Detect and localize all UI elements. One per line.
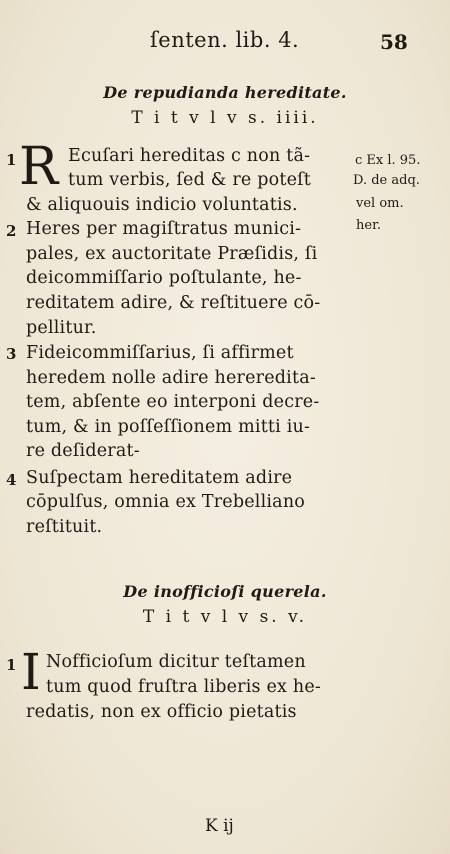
signature-mark: K ij <box>205 816 234 836</box>
text-line: redatis, non ex officio pietatis <box>26 702 297 722</box>
paragraph-number: 2 <box>6 222 17 240</box>
paragraph-number: 3 <box>6 345 17 363</box>
section-heading: De inofficioſi querela. <box>123 582 327 601</box>
text-line: tem, abſente eo interponi decre- <box>26 392 320 412</box>
running-head <box>0 28 450 58</box>
paragraph-number: 4 <box>6 471 17 489</box>
section-title: T i t v l v s. iiii. <box>131 108 319 128</box>
text-line: pales, ex auctoritate Præſidis, ſi <box>26 244 318 264</box>
text-line: deicommiſſario poſtulante, he- <box>26 268 302 288</box>
text-line: Nofficioſum dicitur teſtamen <box>46 652 306 672</box>
text-line: cōpulſus, omnia ex Trebelliano <box>26 492 306 512</box>
text-line: reditatem adire, & reſtituere cō- <box>26 293 321 313</box>
text-line: Ecuſari hereditas c non tã- <box>68 146 311 166</box>
text-line: tum, & in poſſeſſionem mitti iu- <box>26 417 311 437</box>
margin-note: vel om. <box>356 196 404 211</box>
page-number: 58 <box>380 30 408 54</box>
margin-note: D. de adq. <box>353 173 420 188</box>
text-line: Heres per magiſtratus munici- <box>26 219 302 239</box>
drop-cap: R <box>19 137 59 197</box>
text-line: Fideicommiſſarius, ſi affirmet <box>26 343 294 363</box>
margin-note: her. <box>356 218 381 233</box>
paragraph-number: 1 <box>6 656 17 674</box>
drop-cap: I <box>21 643 41 701</box>
text-line: re deſiderat- <box>26 441 140 461</box>
section-title: T i t v l v s. v. <box>142 607 308 627</box>
text-line: & aliquouis indicio voluntatis. <box>26 195 298 215</box>
text-line: heredem nolle adire hereredita- <box>26 368 316 388</box>
running-title: ſenten. lib. 4. <box>150 28 300 52</box>
text-line: Suſpectam hereditatem adire <box>26 468 293 488</box>
text-line: tum quod fruſtra liberis ex he- <box>46 677 322 697</box>
paragraph-number: 1 <box>6 151 17 169</box>
section-heading: De repudianda hereditate. <box>103 83 347 102</box>
text-line: tum verbis, ſed & re poteſt <box>68 170 312 190</box>
margin-note: c Ex l. 95. <box>355 153 421 168</box>
text-line: pellitur. <box>26 318 97 338</box>
text-line: reſtituit. <box>26 517 103 537</box>
